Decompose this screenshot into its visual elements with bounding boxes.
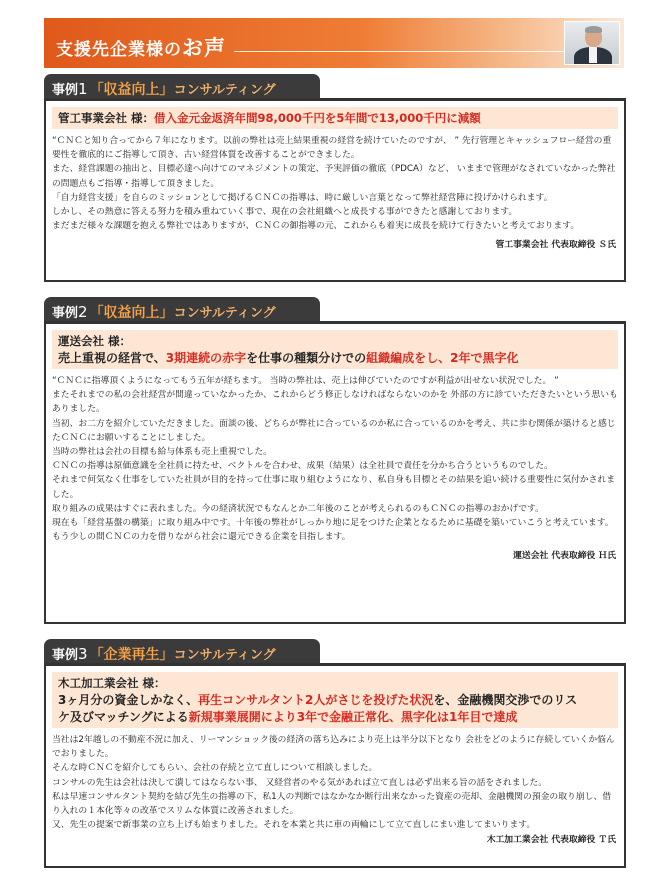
headline-part: 売上重視の経営で、 (58, 351, 166, 365)
case-1-testimonial: “ＣＮＣと知り合ってから７年になります。以前の弊社は売上結果重視の経営を続けていたのですが、 ” 先行管理とキャッシュフロー経営の重要性を徹底的にご指導して頂き、古い経営体質を改善することができました。 また、経営課題の抽出と、目標必達へ向けてのマネジメントの策定、予実評価の徹底（PDCA）など、 いままで管理がなされていなかった弊社の問題点もご指導・指導して頂きました。 「自力経営支援」を自らのミッションとして掲げるＣＮＣの指導は、時に厳しい言葉となって弊社経営陣に投げかけられます。 しかし、その熱意に答える努力を積み重ねていく事で、現在の会社組織へと成長する事ができたと感謝しております。 まだまだ様々な課題を抱える弊社ではありますが、ＣＮＣの御指導の元、これからも着実に成長を続けて行きたいと考えております。 (52, 136, 616, 232)
case-3-box (44, 664, 626, 868)
case-1-headline (52, 107, 618, 129)
case-keyword: 「収益向上」 (89, 305, 174, 321)
case-3-result-line-2 (58, 708, 612, 725)
case-label: 事例 (52, 306, 79, 321)
case-2-box (44, 322, 626, 624)
case-number: 3 (78, 645, 88, 663)
header-divider (234, 51, 564, 52)
case-1-signature: 管工事業会社 代表取締役 Ｓ氏 (495, 240, 616, 251)
case-2-tab (44, 297, 320, 323)
headline-part-highlight: 3期連続の赤字 (165, 351, 247, 365)
case-3-result-line-1 (58, 691, 612, 708)
case-2-result (58, 349, 612, 366)
case-label: 事例 (52, 648, 79, 663)
case-type: コンサルティング (173, 306, 276, 321)
case-3-headline (52, 672, 618, 728)
headline-part-highlight: 再生コンサルタント2人がさじを投げた状況 (198, 693, 434, 707)
headline-part: を、金融機関交渉でのリス (433, 693, 578, 707)
case-2-company: 運送会社 様： (58, 334, 132, 348)
headline-part: 3ヶ月分の資金しかなく、 (58, 693, 199, 707)
case-3-signature: 木工加工業会社 代表取締役 Ｔ氏 (486, 835, 616, 846)
case-label: 事例 (52, 83, 79, 98)
case-keyword: 「収益向上」 (89, 82, 174, 98)
headline-part: ケ及びマッチングによる (58, 710, 189, 724)
headline-part: を仕事の種類分けでの (246, 351, 367, 365)
headline-part-highlight: 組織編成をし、2年で黒字化 (366, 351, 519, 365)
case-1-company: 管工事業会社 様： (58, 111, 155, 125)
case-type: コンサルティング (173, 83, 276, 98)
case-1-tab (44, 74, 320, 100)
case-1-box (44, 99, 626, 282)
case-2-headline (52, 330, 618, 369)
page-header (44, 18, 624, 68)
page-title (56, 32, 226, 62)
page-title-prefix: 支援先企業様の (56, 40, 182, 60)
page-title-suffix: お声 (182, 35, 226, 60)
headline-part-highlight: 新規事業展開により3年で金融正常化、黒字化は1年目で達成 (188, 710, 518, 724)
case-number: 2 (78, 303, 88, 321)
case-2-testimonial: “ＣＮＣに指導頂くようになってもう五年が経ちます。 当時の弊社は、売上は伸びていたのですが利益が出せない状況でした。 ” またそれまでの私の会社経営が間違っていなかったか、これからどう修正しなければならないのかを 外部の方に診ていただきたいという思いもありました。 当初、お二方を紹介していただきました。面談の後、どちらが弊社に合っているのか私に合っているのかを考え、共に歩む関係が築けると感じたＣＮＣにお願いすることにしました。 当時の弊社は会社の目標も給与体系も売上重視でした。 ＣＮＣの指導は原価意識を全社員に持たせ、ベクトルを合わせ、成果（結果）は全社員で責任を分かち合うというものでした。 それまで何気なく仕事をしていた社員が目的を持って仕事に取り組むようになり、私自身も目標とその結果を追い続ける重要性に気付かされました。 取り組みの成果はすぐに表れました。今の経済状況でもなんとか二年後のことが考えられるのもＣＮＣの指導のおかげです。 現在も「経営基盤の構築」に取り組み中です。十年後の弊社がしっかり地に足をつけた企業となるために基礎を築いていこうと考えています。 もう少しの間ＣＮＣの力を借りながら社会に還元できる企業を目指します。 (52, 376, 618, 543)
case-3-company: 木工加工業会社 様： (58, 676, 166, 690)
portrait-photo (564, 21, 620, 65)
case-3-tab (44, 639, 320, 665)
case-type: コンサルティング (173, 648, 276, 663)
case-3-testimonial: 当社は2年越しの不動産不況に加え、リーマンショック後の経済の落ち込みにより売上は半分以下となり 会社をどのように存続していくか悩んでおりました。 そんな時ＣＮＣを紹介してもらい、会社の存続と立て直しについて相談しました。 コンサルの先生は会社は決して潰してはならない事、 又経営者のやる気があれば立て直しは必ず出来る旨の話をされました。 私は早速コンサルタント契約を結び先生の指導の下、私1人の判断ではなかなか断行出来なかった資産の売却、金融機関の預金の取り崩し、借り入れの１本化等々の改革でスリムな体質に改善されました。 又、先生の提案で新事業の立ち上げも始まりました。それを本業と共に車の両輪にして立て直しにまい進してまいります。 (52, 735, 615, 831)
case-number: 1 (78, 80, 88, 98)
case-1-result: 借入金元金返済年間98,000千円を5年間で13,000千円に減額 (154, 111, 481, 125)
case-keyword: 「企業再生」 (89, 647, 174, 663)
case-2-signature: 運送会社 代表取締役 Ｈ氏 (513, 551, 616, 562)
